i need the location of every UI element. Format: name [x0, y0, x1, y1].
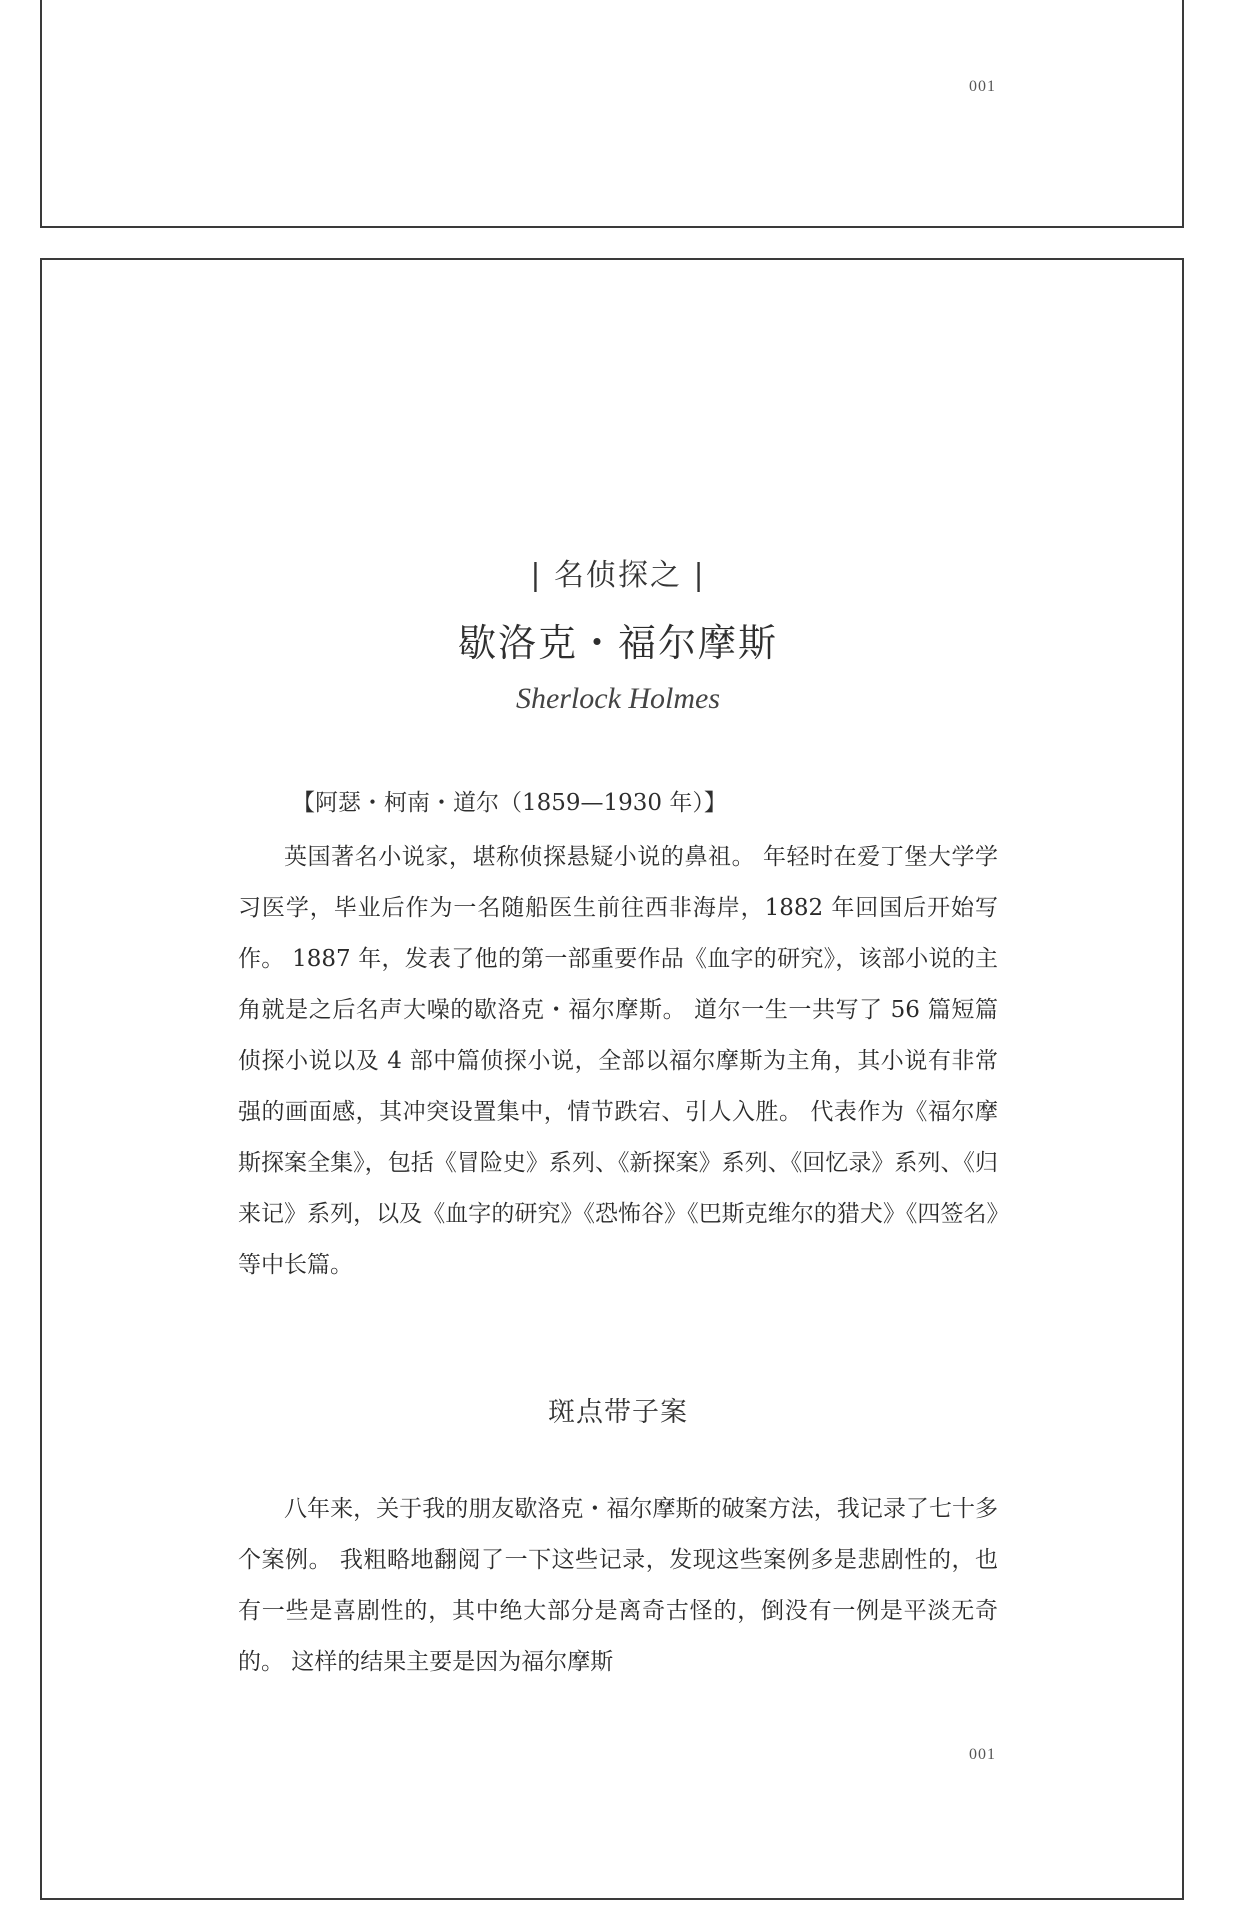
previous-page	[40, 0, 1184, 228]
story-paragraph: 八年来，关于我的朋友歇洛克・福尔摩斯的破案方法，我记录了七十多个案例。 我粗略地翻阅了一下这些记录，发现这些案例多是悲剧性的，也有一些是喜剧性的，其中绝大部分是离奇古怪的，倒没有一例是平淡无奇的。 这样的结果主要是因为福尔摩斯	[238, 1496, 998, 1675]
section-title: 斑点带子案	[548, 1397, 688, 1428]
english-title: Sherlock Holmes	[515, 682, 721, 715]
book-page	[40, 258, 1184, 1900]
author-line: 【阿瑟・柯南・道尔（1859—1930 年）】	[292, 790, 727, 816]
chapter-title: 歇洛克・福尔摩斯	[457, 621, 778, 665]
page-number: 001	[969, 78, 996, 95]
page-number: 001	[969, 1746, 996, 1763]
series-label: | 名侦探之 |	[530, 558, 706, 593]
author-intro-paragraph: 英国著名小说家，堪称侦探悬疑小说的鼻祖。 年轻时在爱丁堡大学学习医学，毕业后作为一名随船医生前往西非海岸，1882 年回国后开始写作。 1887 年，发表了他的第一部重要作品《血字的研究》，该部小说的主角就是之后名声大噪的歇洛克・福尔摩斯。 道尔一生一共写了 56 篇短篇侦探小说以及 4 部中篇侦探小说，全部以福尔摩斯为主角，其小说有非常强的画面感，其冲突设置集中，情节跌宕、引人入胜。 代表作为《福尔摩斯探案全集》，包括《冒险史》系列、《新探案》系列、《回忆录》系列、《归来记》系列，以及《血字的研究》《恐怖谷》《巴斯克维尔的猎犬》《四签名》等中长篇。	[238, 844, 998, 1278]
